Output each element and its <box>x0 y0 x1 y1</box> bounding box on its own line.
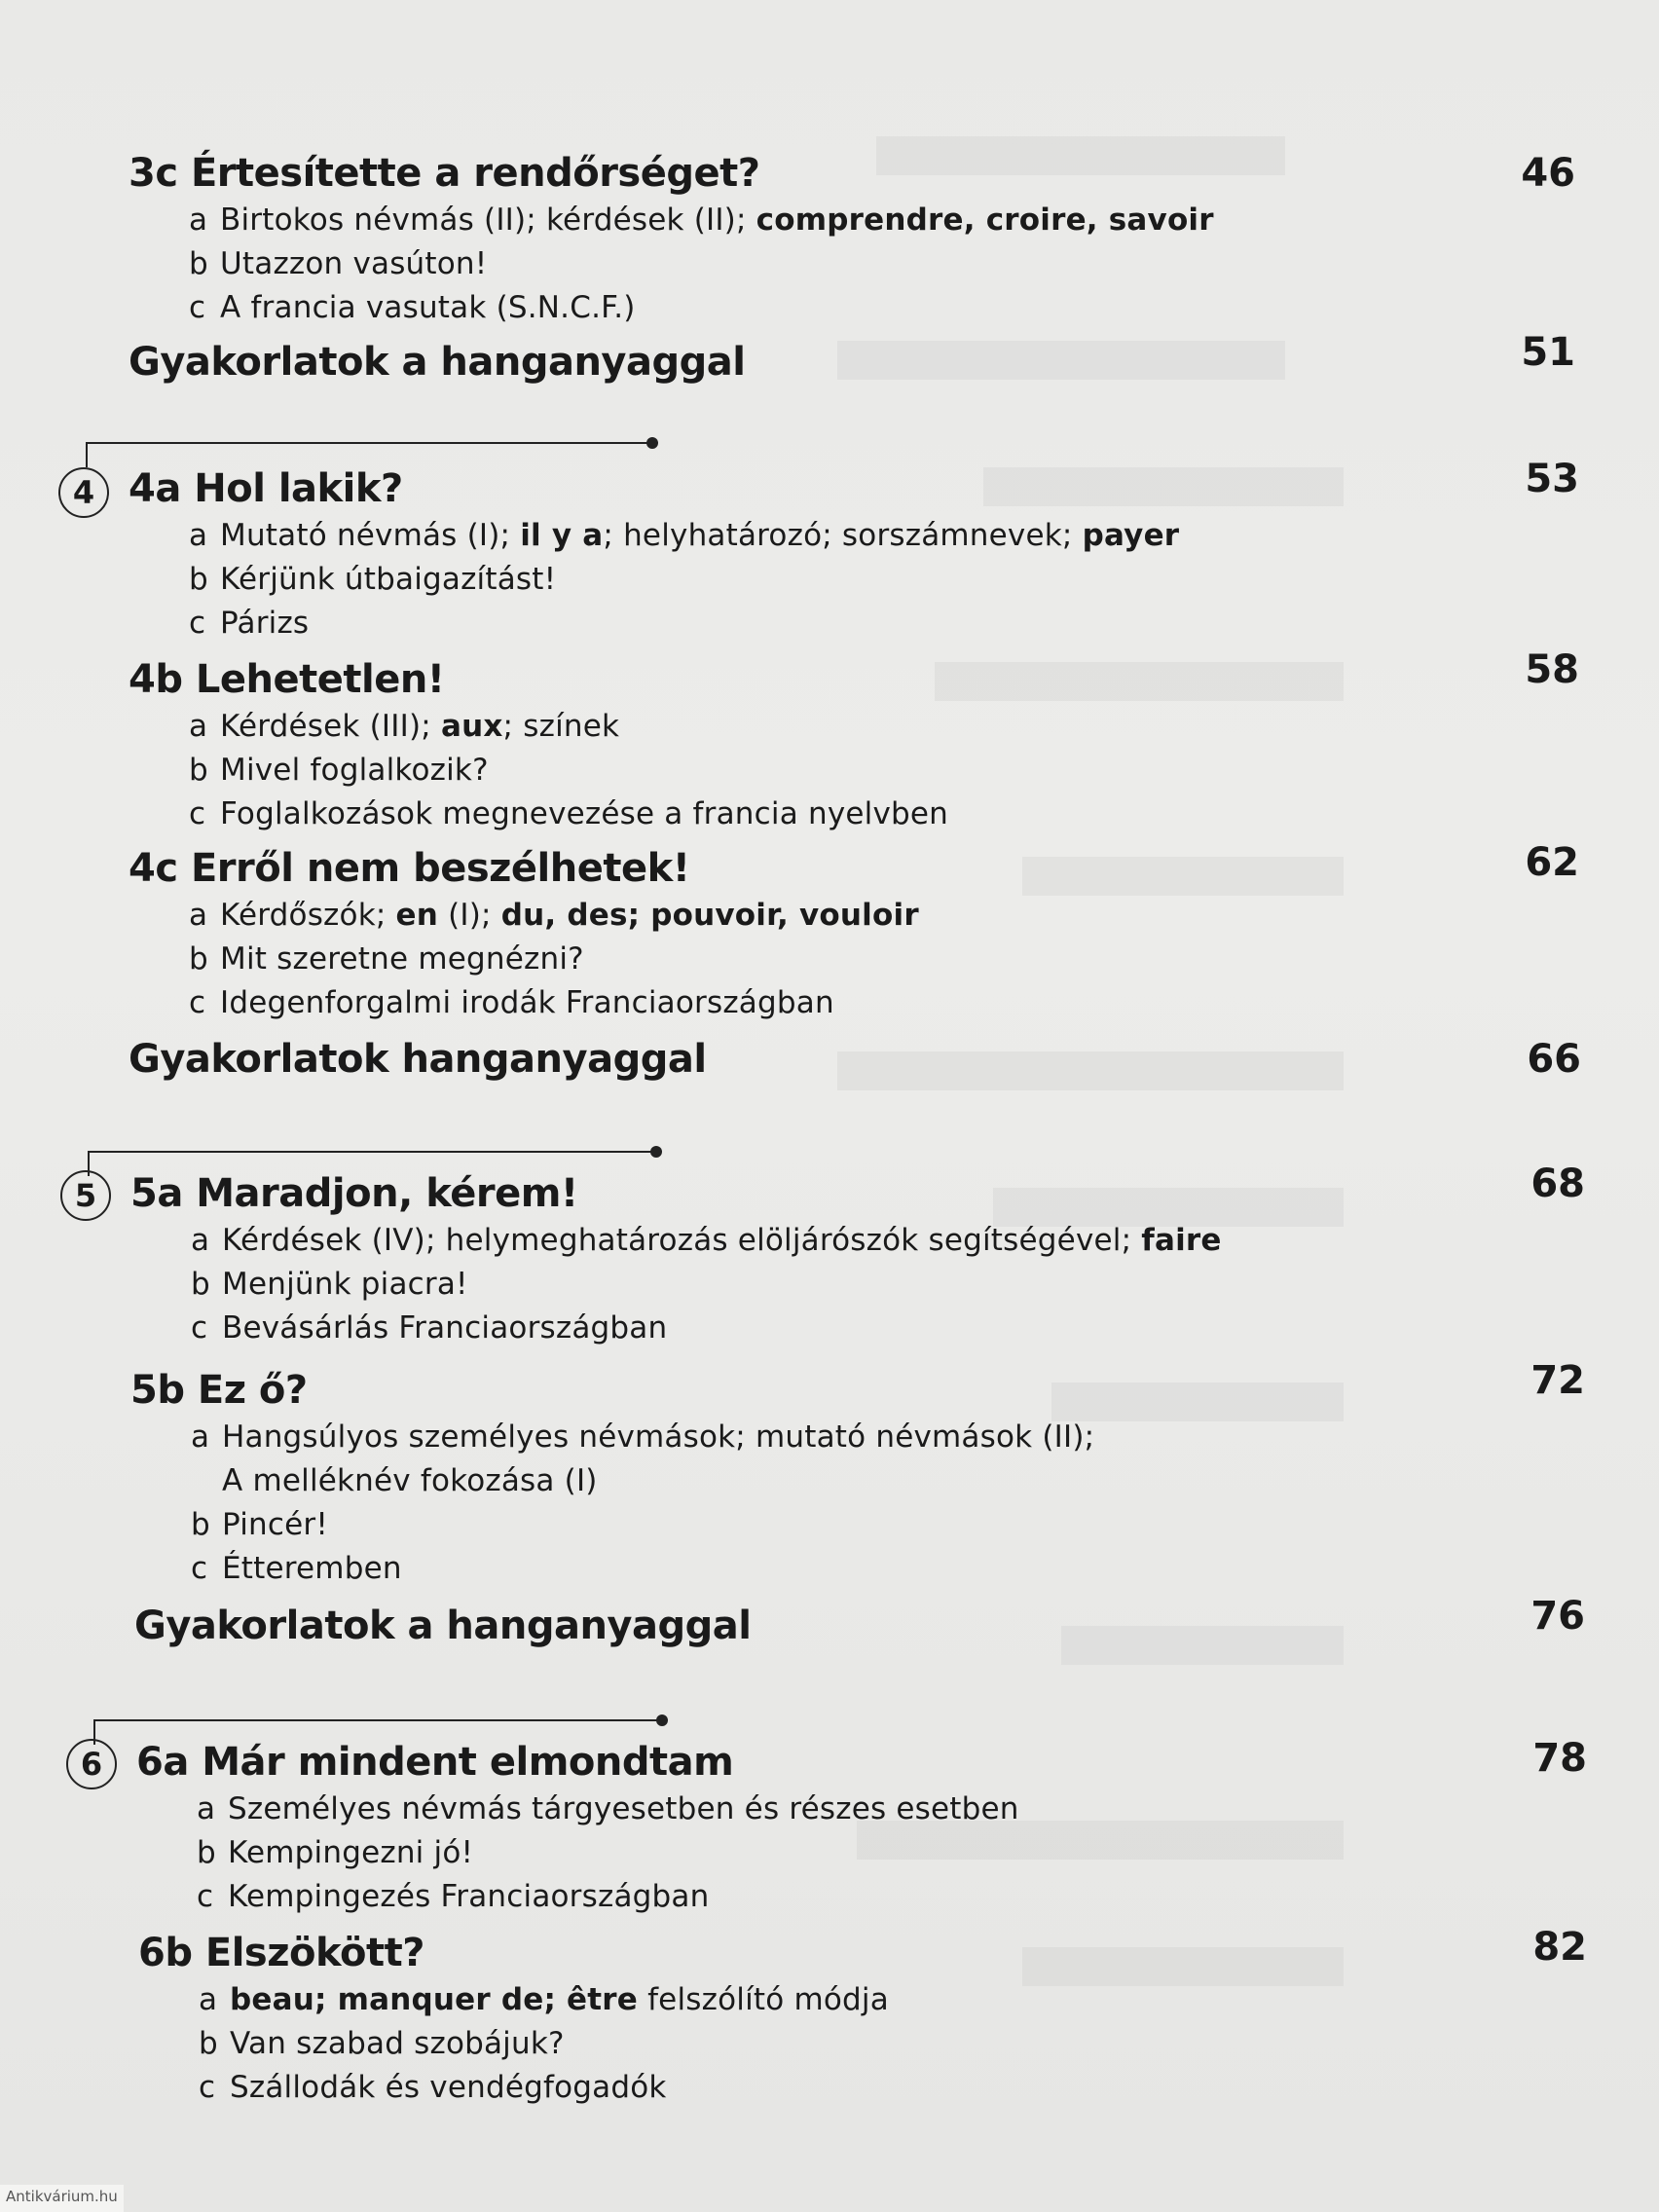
toc-entry-5a <box>130 1161 1585 1350</box>
unit-number-badge: 5 <box>60 1170 111 1221</box>
entry-page-number: 46 <box>1521 151 1575 196</box>
entry-sub-b: b Van szabad szobájuk? <box>199 2026 565 2061</box>
entry-title: 4a Hol lakik? <box>129 466 403 511</box>
entry-title: Gyakorlatok a hanganyaggal <box>129 340 746 385</box>
entry-sub-b: b Kérjünk útbaigazítást! <box>189 562 557 597</box>
entry-sub-a-continued: A melléknév fokozása (I) <box>222 1463 598 1498</box>
toc-entry-5b <box>130 1358 1585 1591</box>
toc-entry-4c <box>129 840 1579 1025</box>
entry-sub-a: a Kérdések (IV); helymeghatározás elöljárószók segítségével; faire <box>191 1223 1222 1258</box>
toc-entry-3c <box>129 148 1575 330</box>
watermark-label: Antikvárium.hu <box>0 2185 124 2212</box>
entry-sub-c: c Foglalkozások megnevezése a francia nyelvben <box>189 796 948 831</box>
toc-entry-exercises-76 <box>134 1594 1585 1651</box>
unit-number-badge: 4 <box>58 467 109 518</box>
toc-entry-exercises-51 <box>129 330 1575 387</box>
entry-page-number: 72 <box>1530 1358 1585 1403</box>
toc-entry-exercises-66 <box>129 1034 1581 1085</box>
entry-title: 3c Értesítette a rendőrséget? <box>129 151 760 196</box>
entry-title: 5a Maradjon, kérem! <box>130 1171 578 1216</box>
entry-sub-c: c Szállodák és vendégfogadók <box>199 2070 667 2105</box>
entry-sub-a: a Kérdőszók; en (I); du, des; pouvoir, vouloir <box>189 898 919 933</box>
entry-page-number: 66 <box>1527 1037 1581 1082</box>
entry-sub-c: c Étteremben <box>191 1551 402 1586</box>
entry-sub-a: a Hangsúlyos személyes névmások; mutató névmások (II); <box>191 1419 1095 1455</box>
toc-entry-4a <box>129 457 1579 645</box>
unit-number-badge: 6 <box>66 1739 117 1789</box>
unit-divider-line <box>93 1719 662 1721</box>
entry-sub-c: c A francia vasutak (S.N.C.F.) <box>189 290 636 325</box>
entry-title: 4b Lehetetlen! <box>129 657 445 702</box>
entry-sub-a: a beau; manquer de; être felszólító módja <box>199 1982 889 2017</box>
entry-sub-c: c Idegenforgalmi irodák Franciaországban <box>189 985 834 1020</box>
entry-page-number: 62 <box>1525 840 1579 885</box>
entry-title: Gyakorlatok hanganyaggal <box>129 1037 707 1082</box>
entry-title: Gyakorlatok a hanganyaggal <box>134 1604 752 1648</box>
entry-title: 5b Ez ő? <box>130 1368 308 1413</box>
toc-entry-6b <box>138 1925 1587 2110</box>
entry-title: 6a Már mindent elmondtam <box>136 1740 734 1785</box>
entry-sub-a: a Birtokos névmás (II); kérdések (II); comprendre, croire, savoir <box>189 203 1214 238</box>
toc-entry-4b <box>129 647 1579 836</box>
unit-divider-line <box>88 1151 656 1153</box>
entry-page-number: 53 <box>1525 457 1579 501</box>
entry-sub-c: c Kempingezés Franciaországban <box>197 1879 710 1914</box>
entry-sub-b: b Pincér! <box>191 1507 328 1542</box>
entry-sub-c: c Párizs <box>189 606 310 641</box>
toc-entry-6a <box>136 1736 1587 1919</box>
entry-sub-a: a Személyes névmás tárgyesetben és részes esetben <box>197 1791 1019 1826</box>
entry-page-number: 58 <box>1525 647 1579 692</box>
entry-sub-c: c Bevásárlás Franciaországban <box>191 1310 668 1346</box>
entry-page-number: 78 <box>1532 1736 1587 1781</box>
entry-page-number: 82 <box>1532 1925 1587 1970</box>
entry-title: 6b Elszökött? <box>138 1931 424 1975</box>
unit-divider-line <box>86 442 652 444</box>
entry-sub-b: b Mivel foglalkozik? <box>189 753 489 788</box>
entry-sub-b: b Menjünk piacra! <box>191 1267 468 1302</box>
entry-sub-b: b Utazzon vasúton! <box>189 246 488 281</box>
entry-page-number: 51 <box>1521 330 1575 375</box>
entry-sub-a: a Kérdések (III); aux; színek <box>189 709 620 744</box>
entry-sub-a: a Mutató névmás (I); il y a; helyhatározó; sorszámnevek; payer <box>189 518 1180 553</box>
entry-page-number: 76 <box>1530 1594 1585 1639</box>
entry-page-number: 68 <box>1530 1161 1585 1206</box>
entry-title: 4c Erről nem beszélhetek! <box>129 846 690 891</box>
entry-sub-b: b Mit szeretne megnézni? <box>189 941 584 977</box>
entry-sub-b: b Kempingezni jó! <box>197 1835 474 1870</box>
